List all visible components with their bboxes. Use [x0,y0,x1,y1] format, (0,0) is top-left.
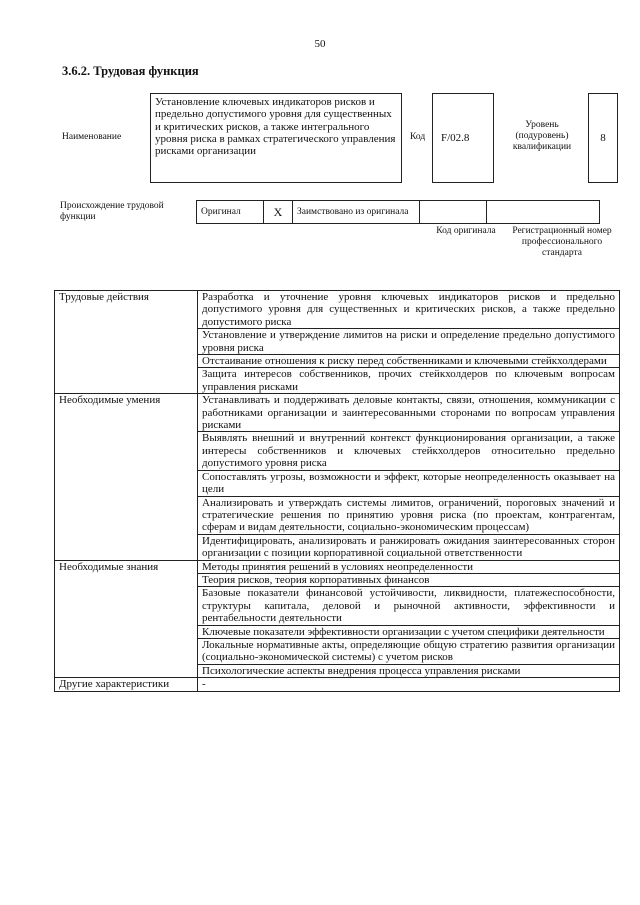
level-value: 8 [600,132,606,144]
item-cell: Психологические аспекты внедрения процесса управления рисками [198,664,620,677]
function-details-table [54,290,620,692]
name-label: Наименование [62,132,122,142]
item-cell: Ключевые показатели эффективности организации с учетом специфики деятельности [198,625,620,638]
category-cell: Трудовые действия [55,291,198,394]
item-cell: Сопоставлять угрозы, возможности и эффект, которые неопределенность оказывает на цели [198,470,620,496]
item-cell: Идентифицировать, анализировать и ранжировать ожидания заинтересованных сторон организации с позиции корпоративной социальной ответственности [198,534,620,560]
table-row [55,678,620,691]
item-cell: Устанавливать и поддерживать деловые контакты, связи, отношения, коммуникации с работниками организации и заинтересованными сторонами по вопросам управления рисками [198,394,620,432]
original-label: Оригинал [201,207,241,217]
level-box [588,93,618,183]
original-cell [197,201,264,224]
reg-number-cell [487,201,600,224]
page-number: 50 [314,38,326,50]
level-label: Уровень (подуровень) квалификации [512,120,572,152]
item-cell: - [198,678,620,691]
item-cell: Выявлять внешний и внутренний контекст функционирования организации, а также интересы собственников и ключевых стейкхолдеров относительно предельно допустимого уровня риска [198,432,620,470]
item-cell: Защита интересов собственников, прочих стейкхолдеров по ключевым вопросам управления рисками [198,368,620,394]
item-cell: Разработка и уточнение уровня ключевых индикаторов рисков и предельно допустимого уровня для существенных и критических рисков, а также предельно допустимого риска [198,291,620,329]
item-cell: Теория рисков, теория корпоративных финансов [198,573,620,586]
category-cell: Необходимые умения [55,394,198,560]
item-cell: Отстаивание отношения к риску перед собственниками и ключевыми стейкхолдерами [198,355,620,368]
item-cell: Установление и утверждение лимитов на риски и определение предельно допустимого уровня риска [198,329,620,355]
item-cell: Методы принятия решений в условиях неопределенности [198,560,620,573]
item-cell: Базовые показатели финансовой устойчивости, ликвидности, платежеспособности, структуры капитала, деловой и рыночной активности, эффективности и рентабельности деятельности [198,587,620,625]
table-row [55,291,620,329]
reg-number-label: Регистрационный номер профессионального стандарта [512,226,612,258]
code-label: Код [410,132,426,142]
table-row [55,394,620,432]
table-row [55,560,620,573]
code-original-label: Код оригинала [436,226,496,236]
origin-label: Происхождение трудовой функции [60,201,164,222]
code-box [432,93,494,183]
borrowed-label: Заимствовано из оригинала [293,201,420,224]
code-value: F/02.8 [441,132,470,144]
section-title: 3.6.2. Трудовая функция [62,64,199,78]
category-cell: Необходимые знания [55,560,198,678]
item-cell: Локальные нормативные акты, определяющие общую стратегию развития организации (социально-экономической системы) с учетом рисков [198,638,620,664]
function-name: Установление ключевых индикаторов рисков и предельно допустимого уровня для существенных и критических рисков, а также интегрального уровня риска в рамках стратегического управления рисками организации [155,96,396,158]
category-cell: Другие характеристики [55,678,198,691]
item-cell: Анализировать и утверждать системы лимитов, ограничений, пороговых значений и стратегические решения по принятию уровня риска (по проектам, контрагентам, сферам и видам деятельности, социально-экономическим процессам) [198,496,620,534]
function-name-box [150,93,402,183]
original-mark: X [264,201,293,224]
origin-table [196,200,600,224]
code-original-cell [420,201,487,224]
